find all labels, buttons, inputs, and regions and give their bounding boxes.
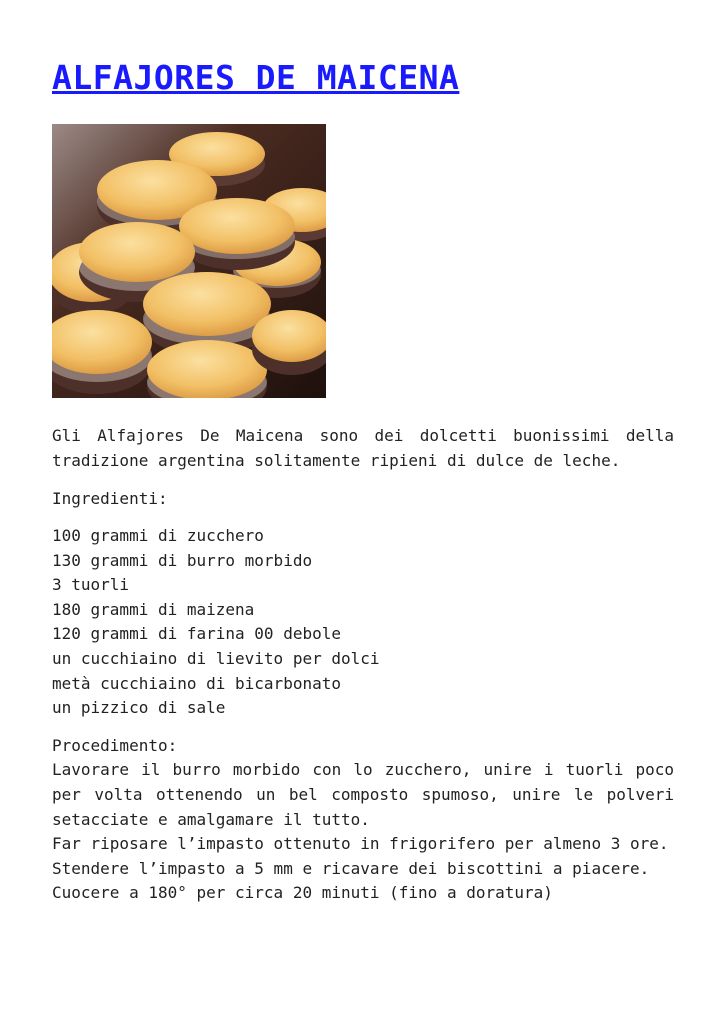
ingredient-item: metà cucchiaino di bicarbonato	[52, 673, 341, 693]
ingredient-item: un pizzico di sale	[52, 698, 226, 718]
ingredient-item: un cucchiaino di lievito per dolci	[52, 648, 380, 668]
intro-paragraph: Gli Alfajores De Maicena sono dei dolcetti buonissimi della tradizione argentina solitamente ripieni di dulce de leche.	[52, 426, 674, 470]
ingredients-list	[52, 524, 674, 721]
procedure-section	[52, 734, 674, 906]
ingredient-item: 130 grammi di burro morbido	[52, 550, 313, 570]
cookie-bottom-left	[52, 310, 152, 394]
procedure-step: Far riposare l’impasto ottenuto in frigorifero per almeno 3 ore.	[52, 834, 669, 854]
cookie-bottom-center	[147, 340, 267, 398]
procedure-step: Stendere l’impasto a 5 mm e ricavare dei biscottini a piacere.	[52, 858, 650, 878]
ingredient-item: 100 grammi di zucchero	[52, 526, 264, 545]
procedure-step: Cuocere a 180° per circa 20 minuti (fino a doratura)	[52, 883, 553, 903]
ingredients-heading: Ingredienti:	[52, 489, 168, 508]
cookie-middle	[179, 198, 295, 270]
cookie-bottom-right	[252, 310, 326, 375]
procedure-heading: Procedimento:	[52, 735, 178, 755]
page-title[interactable]: ALFAJORES DE MAICENA	[52, 58, 460, 97]
procedure-step: Lavorare il burro morbido con lo zucchero, unire i tuorli poco per volta ottenendo un bel composto spumoso, unire le polveri setacciate e amalgamare il tutto.	[52, 760, 674, 829]
ingredient-item: 3 tuorli	[52, 575, 130, 595]
alfajores-cookies-illustration	[52, 124, 326, 398]
document-page	[52, 0, 674, 906]
alfajores-photo	[52, 124, 326, 398]
ingredient-item: 180 grammi di maizena	[52, 599, 255, 619]
ingredient-item: 120 grammi di farina 00 debole	[52, 624, 341, 644]
